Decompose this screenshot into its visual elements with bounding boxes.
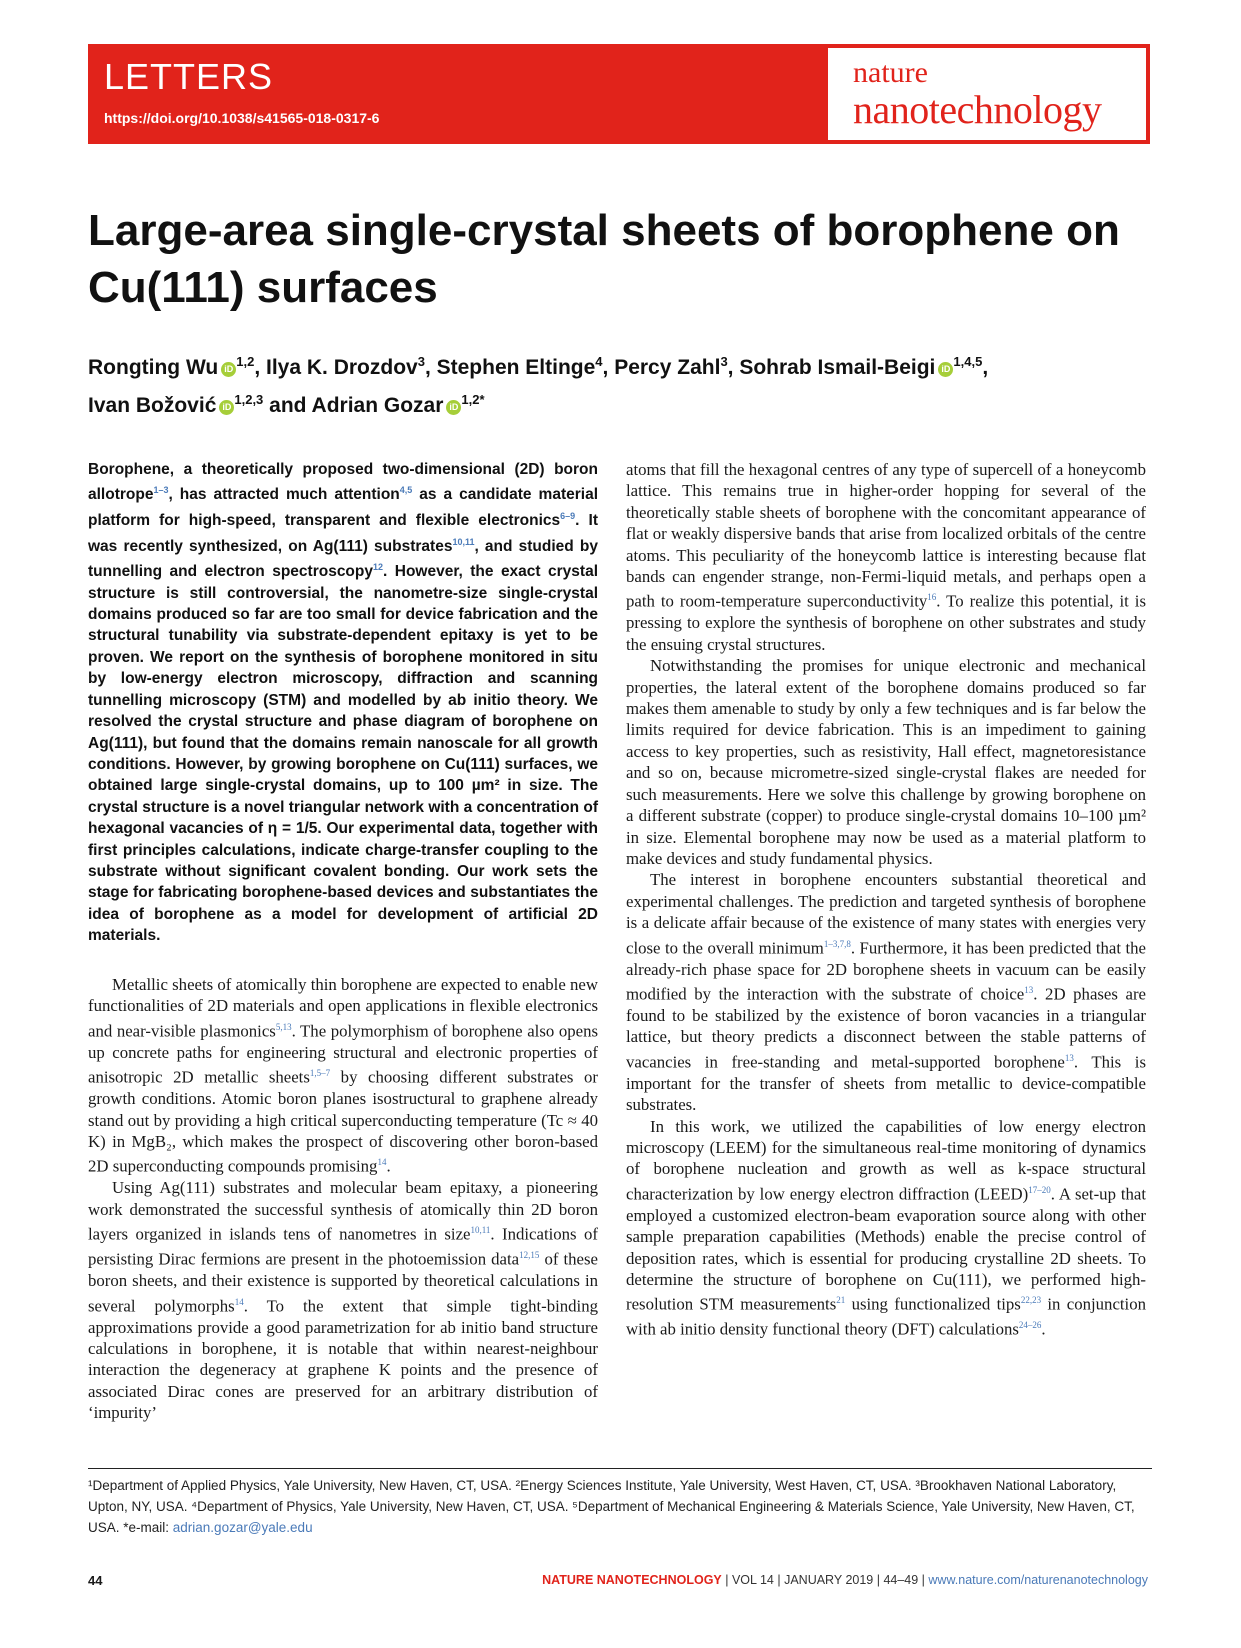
- author-name[interactable]: Ivan Božović: [88, 394, 217, 417]
- citation-link[interactable]: 5,13: [275, 1021, 292, 1032]
- citation-link[interactable]: 6–9: [560, 510, 576, 521]
- author-name[interactable]: Percy Zahl: [614, 356, 721, 379]
- author-name[interactable]: Sohrab Ismail-Beigi: [739, 356, 936, 379]
- body-paragraph: The interest in borophene encounters substantial theoretical and experimental challenges. The prediction and targeted synthesis of borophene is a delicate affair because of the existence of many states with energies very close to the overall minimum$^{1-3,7,8}$. Furthermore, it has been predicted that the already-rich phase space for 2D borophene sheets in vacuum can be easily modified by the interaction with the substrate of choice$^{13}$. 2D phases are found to be stabilized by the existence of boron vacancies in a triangular lattice, but theory predicts a disconnect between the stable patterns of vacancies in free-standing and metal-supported borophene$^{13}$. This is important for the transfer of sheets from metallic to device-compatible substrates.: [626, 870, 1147, 1115]
- citation-link[interactable]: 24–26: [1018, 1320, 1042, 1331]
- body-paragraph: Notwithstanding the promises for unique electronic and mechanical properties, the lateral extent of the borophene domains produced so far makes them amenable to study by only a few techniques and is far below the limits required for device fabrication. This is an impediment to gaining access to key properties, such as resistivity, Hall effect, magnetoresistance and so on, because micrometre-sized single-crystal flakes are needed for such measurements. Here we solve this challenge by growing borophene on a different substrate (copper) to produce single-crystal domains 10–100 µm² in size. Elemental borophene may now be used as a material platform to make devices and study fundamental physics.: [626, 656, 1146, 868]
- body-paragraph: In this work, we utilized the capabilities of low energy electron microscopy (LEEM) for the simultaneous real-time monitoring of dynamics of borophene nucleation and growth as well as k-space structural characterization by low energy electron diffraction (LEED)$^{17-20}$. A set-up that employed a customized electron-beam evaporation source along with other sample preparation capabilities (Methods) enable the precise control of deposition rates, which is essential for producing crystalline 2D sheets. To determine the structure of borophene on Cu(111), we performed high-resolution STM measurements$^{21}$ using functionalized tips$^{22,23}$ in conjunction with ab initio density functional theory (DFT) calculations$^{24-26}$.: [626, 1116, 1146, 1339]
- journal-logo-line2: nanotechnology: [853, 87, 1102, 132]
- citation-link[interactable]: 14: [234, 1296, 244, 1307]
- journal-logo: [828, 48, 1146, 140]
- journal-logo-line1: nature: [853, 56, 928, 89]
- footer-journal: NATURE NANOTECHNOLOGY: [542, 1573, 722, 1587]
- abstract: Borophene, a theoretically proposed two-dimensional (2D) boron allotrope$^{1-3}$, has attracted much attention$^{4,5}$ as a candidate material platform for high-speed, transparent and flexible electronics$^{6-9}$. It was recently synthesized, on Ag(111) substrates$^{10,11}$, and studied by tunnelling and electron spectroscopy$^{12}$. However, the exact crystal structure is still controversial, the nanometre-size single-crystal domains produced so far are too small for device fabrication and the structural tunability via substrate-dependent epitaxy is yet to be proven. We report on the synthesis of borophene monitored in situ by low-energy electron microscopy, diffraction and scanning tunnelling microscopy (STM) and modelled by ab initio theory. We resolved the crystal structure and phase diagram of borophene on Ag(111), but found that the domains remain nanoscale for all growth conditions. However, by growing borophene on Cu(111) surfaces, we obtained large single-crystal domains, up to 100 µm² in size. The crystal structure is a novel triangular network with a concentration of hexagonal vacancies of η = 1/5. Our experimental data, together with first principles calculations, indicate charge-transfer coupling to the substrate without significant covalent bonding. Our work sets the stage for fabricating borophene-based devices and substantiates the idea of borophene as a model for development of artificial 2D materials.: [88, 461, 599, 945]
- article-title: Large-area single-crystal sheets of borophene on Cu(111) surfaces: [88, 206, 1120, 312]
- body-paragraph: atoms that fill the hexagonal centres of any type of supercell of a honeycomb lattice. This remains true in higher-order hopping for several of the theoretically stable sheets of borophene with the concomitant appearance of flat or weakly dispersive bands that arise from localized orbitals of the centre atoms. This peculiarity of the honeycomb lattice is interesting because flat bands can engender strange, non-Fermi-liquid metals, and perhaps open a path to room-temperature superconductivity$^{16}$. To realize this potential, it is pressing to explore the synthesis of borophene on other substrates and study the ensuing crystal structures.: [626, 460, 1146, 654]
- orcid-icon[interactable]: iD: [446, 400, 461, 415]
- section-label: LETTERS: [104, 56, 274, 97]
- orcid-icon[interactable]: iD: [219, 400, 234, 415]
- citation-link[interactable]: 13: [1064, 1052, 1074, 1063]
- citation-link[interactable]: 16: [927, 592, 937, 603]
- body-column-right: [626, 459, 1146, 1340]
- citation-link[interactable]: 10,11: [470, 1225, 491, 1236]
- affiliations: ¹Department of Applied Physics, Yale University, New Haven, CT, USA. ²Energy Sciences Institute, Yale University, West Haven, CT, USA. ³Brookhaven National Laboratory, Upton, NY, USA. ⁴Department of Physics, Yale University, New Haven, CT, USA. ⁵Department of Mechanical Engineering & Materials Science, Yale University, New Haven, CT, USA. *e-mail: adrian.gozar@yale.edu: [88, 1478, 1135, 1535]
- body-paragraph: Using Ag(111) substrates and molecular beam epitaxy, a pioneering work demonstrated the successful synthesis of atomically thin 2D boron layers organized in islands tens of nanometres in size$^{10,11}$. Indications of persisting Dirac fermions are present in the photoemission data$^{12,15}$ of these boron sheets, and their existence is supported by theoretical calculations in several polymorphs$^{14}$. To the extent that simple tight-binding approximations provide a good parametrization for ab initio band structure calculations in borophene, it is notable that within nearest-neighbour interaction the degeneracy at graphene K points and the presence of associated Dirac cones are preserved for an arbitrary distribution of ‘impurity’: [88, 1178, 598, 1423]
- citation-link[interactable]: 12,15: [519, 1250, 540, 1261]
- orcid-icon[interactable]: iD: [938, 362, 953, 377]
- orcid-icon[interactable]: iD: [221, 362, 236, 377]
- doi-link[interactable]: https://doi.org/10.1038/s41565-018-0317-6: [104, 110, 380, 126]
- page-number: 44: [88, 1573, 103, 1588]
- footnote-divider: [88, 1468, 1152, 1469]
- author-name[interactable]: Rongting Wu: [88, 356, 219, 379]
- author-list: Rongting Wu iD $^{1,2}$, Ilya K. Drozdov$^3$, Stephen Eltinge$^4$, Percy Zahl$^3$, Sohrab Ismail-Beigi iD $^{1,4,5}$, Ivan Božović iD $^{1,2,3}$ and Adrian Gozar iD $^{1,2*}$: [88, 354, 989, 417]
- journal-header-banner: [88, 44, 1150, 144]
- body-column-left: [88, 974, 598, 1424]
- citation-link[interactable]: 10,11: [452, 536, 475, 547]
- citation-link[interactable]: 22,23: [1020, 1295, 1042, 1306]
- citation-link[interactable]: 14: [377, 1157, 387, 1168]
- email-link[interactable]: adrian.gozar@yale.edu: [172, 1520, 313, 1535]
- author-name[interactable]: Ilya K. Drozdov: [266, 356, 418, 379]
- citation-link[interactable]: 1–3,7,8: [823, 938, 851, 949]
- citation-link[interactable]: 4,5: [399, 485, 413, 496]
- citation-link[interactable]: 1–3: [153, 485, 169, 496]
- journal-url-link[interactable]: www.nature.com/naturenanotechnology: [928, 1573, 1148, 1587]
- citation-link[interactable]: 1,5–7: [309, 1068, 331, 1079]
- body-paragraph: Metallic sheets of atomically thin borophene are expected to enable new functionalities of 2D materials and open applications in flexible electronics and near-visible plasmonics$^{5,13}$. The polymorphism of borophene also opens up concrete paths for engineering structural and electronic properties of anisotropic 2D metallic sheets$^{1,5-7}$ by choosing different substrates or growth conditions. Atomic boron planes isostructural to graphene already stand out by providing a high critical superconducting temperature (Tc ≈ 40 K) in MgB₂, which makes the prospect of discovering other boron-based 2D superconducting compounds promising$^{14}$.: [88, 975, 598, 1177]
- footer-citation: NATURE NANOTECHNOLOGY | VOL 14 | JANUARY 2019 | 44–49 | www.nature.com/naturenanotechnology: [542, 1573, 1148, 1587]
- citation-link[interactable]: 13: [1024, 984, 1034, 995]
- author-name[interactable]: Stephen Eltinge: [436, 356, 596, 379]
- author-name[interactable]: Adrian Gozar: [311, 394, 444, 417]
- citation-link[interactable]: 12: [373, 562, 384, 573]
- citation-link[interactable]: 21: [836, 1295, 846, 1306]
- citation-link[interactable]: 17–20: [1028, 1184, 1051, 1195]
